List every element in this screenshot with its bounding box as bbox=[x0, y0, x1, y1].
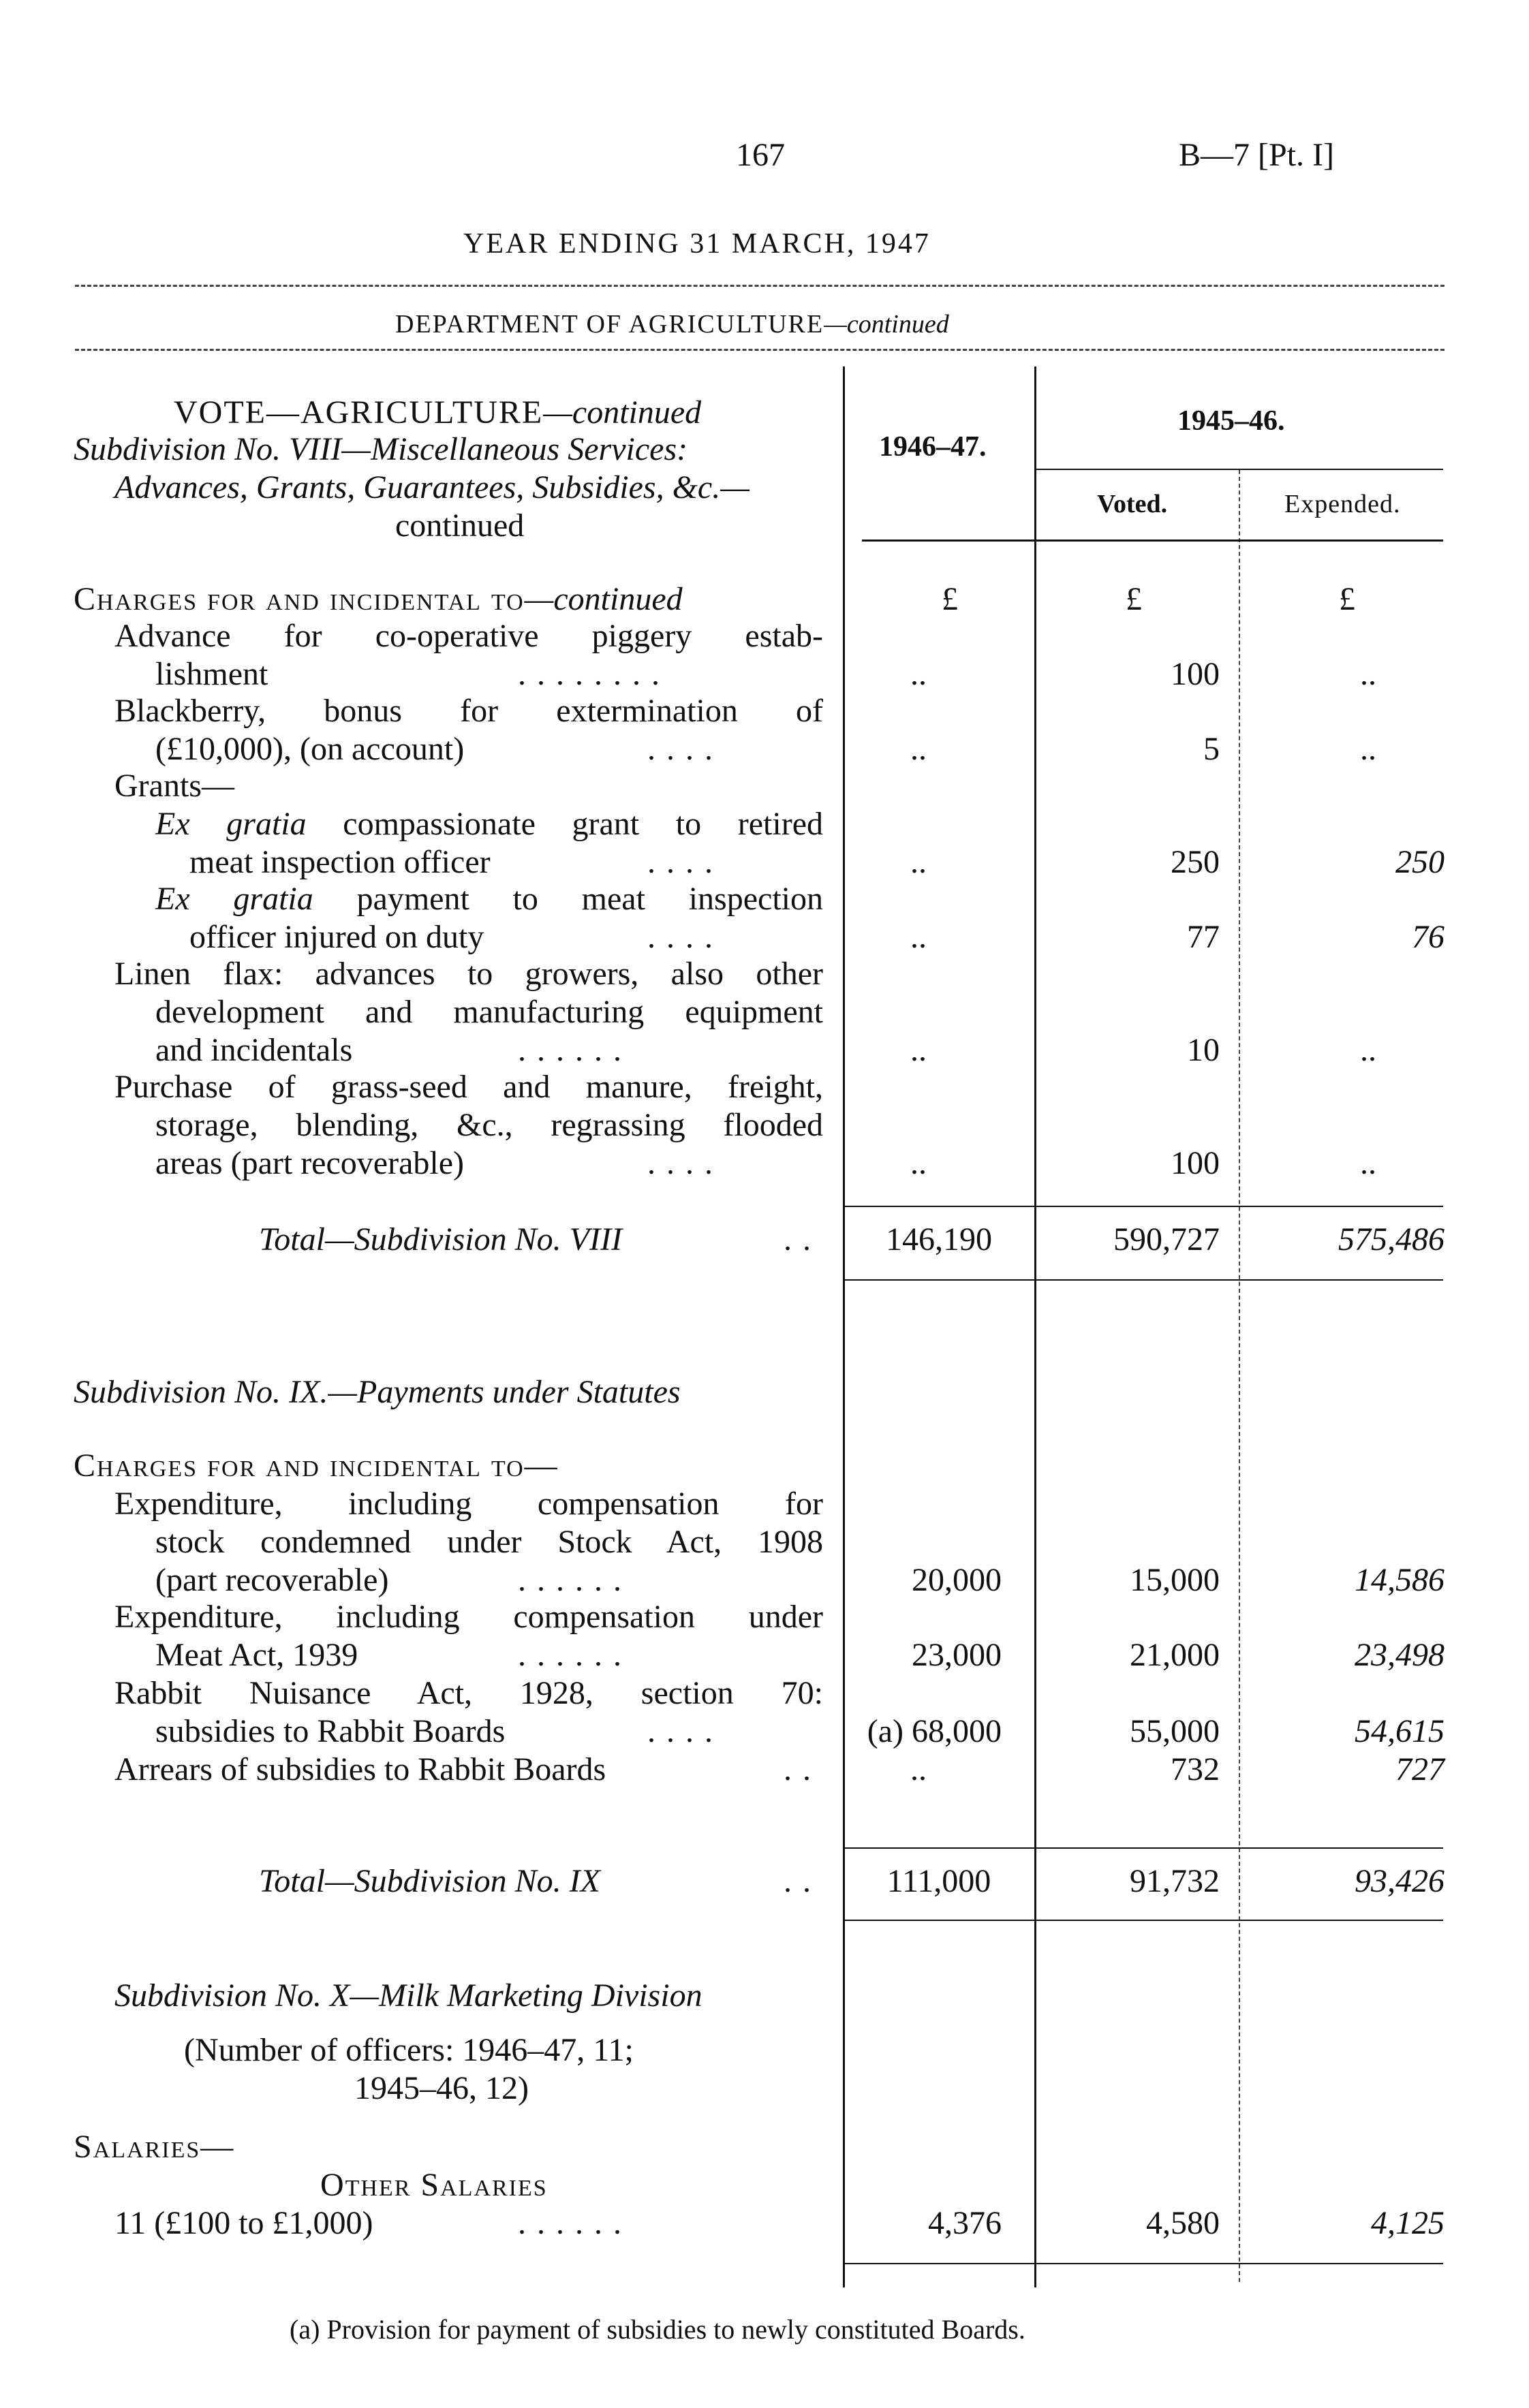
sub8-item2-leader: . . . . bbox=[647, 731, 714, 767]
sub8-grant1-line2: meat inspection officer bbox=[189, 844, 491, 880]
sub8-item3-line3: and incidentals bbox=[155, 1032, 353, 1068]
sub9-item1-line1: Expenditure, including compensation for bbox=[114, 1486, 823, 1522]
sub8-grant2-voted: 77 bbox=[1187, 919, 1220, 955]
sub9-item1-voted: 15,000 bbox=[1130, 1562, 1220, 1598]
sub8-grant1-expended: 250 bbox=[1395, 844, 1445, 880]
sub8-item4-leader: . . . . bbox=[647, 1145, 714, 1181]
sub8-grant2-text: payment to meat inspection bbox=[356, 881, 823, 917]
sub8-grant2-line2: officer injured on duty bbox=[189, 919, 484, 955]
sub8-total-label: Total—Subdivision No. VIII bbox=[259, 1221, 622, 1257]
header-divider-bottom bbox=[75, 349, 1445, 351]
sub8-grant2-leader: . . . . bbox=[647, 919, 714, 955]
department-heading bbox=[395, 305, 949, 343]
sub8-item4-line2: storage, blending, &c., regrassing flooded bbox=[155, 1107, 823, 1143]
sub10-item1-expended: 4,125 bbox=[1371, 2205, 1445, 2241]
sub8-charges-heading bbox=[74, 580, 683, 619]
sub10-officers-line2: 1945–46, 12) bbox=[354, 2070, 529, 2106]
sub8-item1-leader: . . . . . . . . bbox=[518, 656, 661, 692]
sub9-total-voted: 91,732 bbox=[1130, 1863, 1220, 1899]
sub9-total-rule-top bbox=[843, 1847, 1443, 1849]
department-continued: —continued bbox=[824, 310, 949, 339]
sub9-total-rule-bottom bbox=[843, 1920, 1443, 1921]
sub8-total-expended: 575,486 bbox=[1338, 1221, 1445, 1257]
currency-expended: £ bbox=[1339, 581, 1355, 617]
sub9-item1-1946: 20,000 bbox=[912, 1562, 1002, 1598]
rule-1945-underline bbox=[1034, 469, 1443, 470]
document-reference: B—7 [Pt. I] bbox=[1179, 137, 1334, 173]
sub10-item1-1946: 4,376 bbox=[928, 2205, 1002, 2241]
sub9-item1-line3: (part recoverable) bbox=[155, 1562, 389, 1598]
column-1946-47: 1946–47. bbox=[879, 431, 987, 463]
department-name: DEPARTMENT OF AGRICULTURE bbox=[395, 310, 824, 339]
sub9-item2-line2: Meat Act, 1939 bbox=[155, 1637, 358, 1673]
sub9-item4-leader: . . bbox=[784, 1751, 812, 1787]
sub8-item2-line1: Blackberry, bonus for extermination of bbox=[114, 693, 823, 729]
sub8-item1-voted: 100 bbox=[1171, 656, 1220, 692]
sub9-item3-expended: 54,615 bbox=[1355, 1713, 1445, 1749]
sub9-total-1946: 111,000 bbox=[886, 1863, 991, 1899]
sub8-total-rule-top bbox=[843, 1206, 1443, 1207]
sub9-total-label: Total—Subdivision No. IX bbox=[259, 1863, 600, 1899]
sub9-total-leader: . . bbox=[784, 1863, 812, 1899]
sub9-item3-voted: 55,000 bbox=[1130, 1713, 1220, 1749]
year-heading: YEAR ENDING 31 MARCH, 1947 bbox=[463, 228, 931, 260]
sub8-item2-voted: 5 bbox=[1203, 731, 1220, 767]
sub9-item2-expended: 23,498 bbox=[1355, 1637, 1445, 1673]
sub8-heading-line1: Subdivision No. VIII—Miscellaneous Services: bbox=[74, 431, 688, 467]
sub9-item2-line1: Expenditure, including compensation under bbox=[114, 1599, 823, 1635]
sub8-grant1-leader: . . . . bbox=[647, 844, 714, 880]
column-expended: Expended. bbox=[1284, 490, 1401, 518]
sub10-salaries-heading: Salaries— bbox=[74, 2129, 235, 2165]
sub10-other-salaries: Other Salaries bbox=[320, 2167, 548, 2203]
column-voted: Voted. bbox=[1097, 490, 1168, 518]
sub8-item2-expended: .. bbox=[1360, 731, 1376, 767]
sub8-item1-line2: lishment bbox=[155, 656, 268, 692]
rule-col2-left bbox=[1034, 366, 1036, 2287]
sub8-item3-line1: Linen flax: advances to growers, also other bbox=[114, 956, 823, 992]
sub8-grant1-1946: .. bbox=[910, 844, 927, 880]
sub9-item3-1946: (a) 68,000 bbox=[867, 1713, 1002, 1749]
column-1945-46: 1945–46. bbox=[1177, 405, 1285, 437]
page-number: 167 bbox=[736, 137, 785, 173]
sub8-item3-1946: .. bbox=[910, 1032, 927, 1068]
sub8-grant1-voted: 250 bbox=[1171, 844, 1220, 880]
sub10-heading: Subdivision No. X—Milk Marketing Division bbox=[114, 1977, 702, 2014]
sub8-item1-expended: .. bbox=[1360, 656, 1376, 692]
vote-title-continued: —continued bbox=[543, 394, 702, 431]
sub8-item2-line2: (£10,000), (on account) bbox=[155, 731, 465, 767]
sub8-item4-voted: 100 bbox=[1171, 1145, 1220, 1181]
header-divider-top bbox=[75, 285, 1445, 287]
sub9-item2-voted: 21,000 bbox=[1130, 1637, 1220, 1673]
sub9-item1-line2: stock condemned under Stock Act, 1908 bbox=[155, 1524, 823, 1560]
sub8-total-leader: . . bbox=[784, 1221, 812, 1257]
currency-1946: £ bbox=[942, 581, 958, 617]
vote-title bbox=[174, 394, 701, 432]
sub9-item3-line1: Rabbit Nuisance Act, 1928, section 70: bbox=[114, 1675, 823, 1711]
sub9-total-expended: 93,426 bbox=[1355, 1863, 1445, 1899]
sub8-grant2-1946: .. bbox=[910, 919, 927, 955]
sub8-grant2-expended: 76 bbox=[1412, 919, 1445, 955]
sub9-item3-line2: subsidies to Rabbit Boards bbox=[155, 1713, 506, 1749]
sub9-item3-leader: . . . . bbox=[647, 1713, 714, 1749]
rule-col1-left bbox=[843, 366, 845, 2287]
sub8-total-rule-bottom bbox=[843, 1279, 1443, 1281]
sub9-item4: Arrears of subsidies to Rabbit Boards bbox=[114, 1751, 606, 1787]
sub8-item3-line2: development and manufacturing equipment bbox=[155, 994, 823, 1030]
sub8-item1-1946: .. bbox=[910, 656, 927, 692]
sub8-charges-text: Charges for and incidental to bbox=[74, 581, 525, 617]
sub8-grants-heading: Grants— bbox=[114, 768, 234, 804]
sub8-grant2-exgratia: Ex gratia bbox=[155, 881, 313, 917]
sub8-grant1-line1 bbox=[155, 805, 823, 843]
sub8-grant2-line1 bbox=[155, 880, 823, 918]
sub8-charges-continued: —continued bbox=[524, 581, 683, 617]
sub9-item2-leader: . . . . . . bbox=[518, 1637, 623, 1673]
rule-col3-left bbox=[1239, 470, 1240, 2282]
sub10-item1: 11 (£100 to £1,000) bbox=[114, 2205, 373, 2241]
sub9-item4-expended: 727 bbox=[1395, 1751, 1445, 1787]
sub9-charges-heading: Charges for and incidental to— bbox=[74, 1448, 559, 1484]
sub10-item1-leader: . . . . . . bbox=[518, 2205, 623, 2241]
sub8-item2-1946: .. bbox=[910, 731, 927, 767]
sub8-item1-line1: Advance for co-operative piggery estab- bbox=[114, 618, 823, 654]
currency-voted: £ bbox=[1126, 581, 1142, 617]
footnote: (a) Provision for payment of subsidies to newly constituted Boards. bbox=[290, 2314, 1025, 2345]
sub8-heading-line2: Advances, Grants, Guarantees, Subsidies, &c.— bbox=[114, 469, 750, 505]
sub9-item1-leader: . . . . . . bbox=[518, 1562, 623, 1598]
sub8-grant1-text: compassionate grant to retired bbox=[343, 806, 824, 842]
sub9-item4-1946: .. bbox=[910, 1751, 927, 1787]
sub10-officers-line1: (Number of officers: 1946–47, 11; bbox=[184, 2032, 634, 2068]
sub8-heading-line3: continued bbox=[395, 507, 525, 544]
sub8-item4-line1: Purchase of grass-seed and manure, freight, bbox=[114, 1069, 823, 1105]
sub8-item3-voted: 10 bbox=[1187, 1032, 1220, 1068]
sub9-item1-expended: 14,586 bbox=[1355, 1562, 1445, 1598]
sub8-total-voted: 590,727 bbox=[1113, 1221, 1220, 1257]
sub9-item2-1946: 23,000 bbox=[912, 1637, 1002, 1673]
sub9-item4-voted: 732 bbox=[1171, 1751, 1220, 1787]
table-bottom-rule bbox=[843, 2263, 1443, 2264]
sub8-item4-expended: .. bbox=[1360, 1145, 1376, 1181]
sub8-item3-expended: .. bbox=[1360, 1032, 1376, 1068]
vote-title-text: VOTE—AGRICULTURE bbox=[174, 394, 544, 431]
sub9-heading: Subdivision No. IX.—Payments under Statutes bbox=[74, 1374, 681, 1410]
rule-columnhead-bottom bbox=[862, 540, 1443, 542]
sub8-grant1-exgratia: Ex gratia bbox=[155, 806, 307, 842]
sub8-item3-leader: . . . . . . bbox=[518, 1032, 623, 1068]
sub8-item4-line3: areas (part recoverable) bbox=[155, 1145, 464, 1181]
sub8-total-1946: 146,190 bbox=[886, 1221, 992, 1257]
sub8-item4-1946: .. bbox=[910, 1145, 927, 1181]
sub10-item1-voted: 4,580 bbox=[1146, 2205, 1220, 2241]
